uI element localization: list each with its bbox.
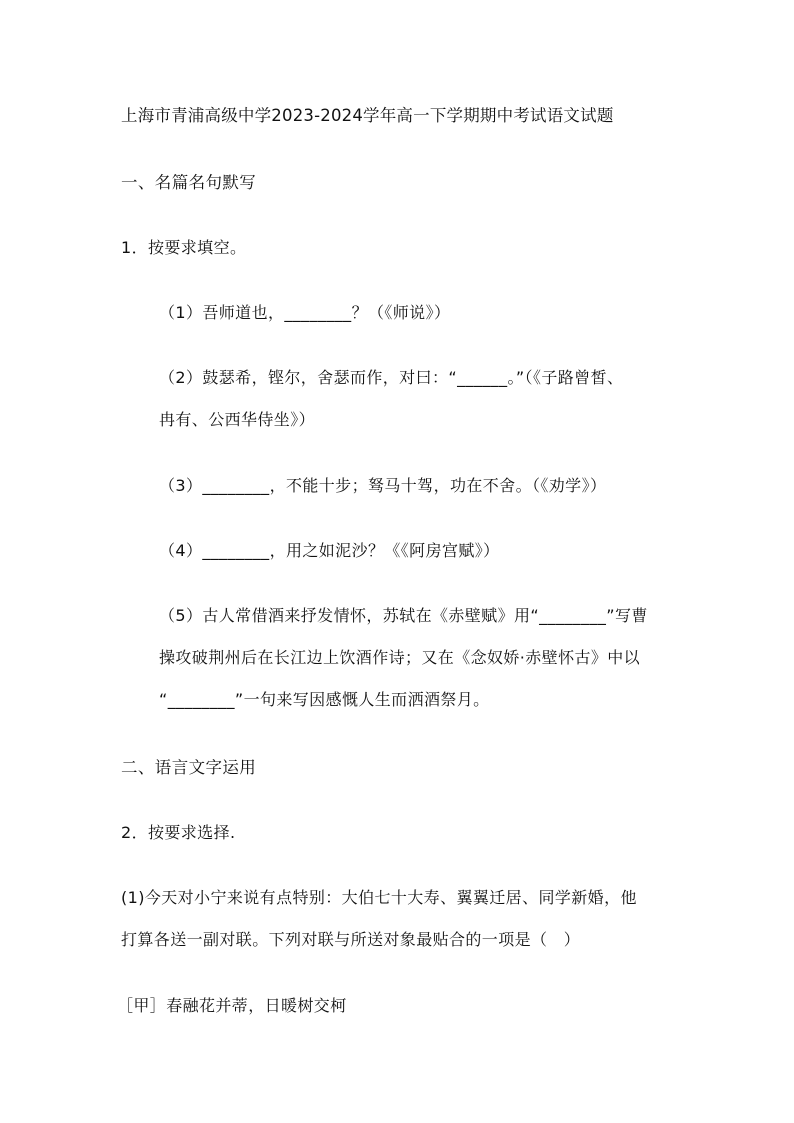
question-2-option-a: ［甲］春融花并蒂，日暖树交柯 [117,996,347,1015]
question-1-item-5: （5）古人常借酒来抒发情怀，苏轼在《赤壁赋》用“________”写曹 [159,606,648,625]
section-heading-recitation: 一、名篇名句默写 [121,173,257,192]
page-title: 上海市青浦高级中学2023-2024学年高一下学期期中考试语文试题 [121,106,614,125]
question-1-item-4: （4）________，用之如泥沙？《《阿房宫赋》） [159,541,500,560]
question-1-item-3: （3）________，不能十步；驽马十驾，功在不舍。（《劝学》） [159,476,607,495]
question-1-item-2: （2）鼓瑟希，铿尔，舍瑟而作，对曰：“______。”（《子路曾皙、 [159,368,624,387]
section-heading-language: 二、语言文字运用 [121,758,257,777]
question-2-stem: 2．按要求选择. [121,823,236,842]
question-1-item-2-cont: 冉有、公西华侍坐》） [159,410,316,429]
question-1-item-1: （1）吾师道也，________？（《师说》） [159,303,451,322]
question-2-sub1-line1: (1)今天对小宁来说有点特别：大伯七十大寿、翼翼迁居、同学新婚，他 [121,888,637,907]
question-2-sub1-line2: 打算各送一副对联。下列对联与所送对象最贴合的一项是（ ） [121,930,581,949]
question-1-item-5-cont: 操攻破荆州后在长江边上饮酒作诗；又在《念奴娇·赤壁怀古》中以 [159,648,641,667]
question-1-stem: 1．按要求填空。 [121,238,247,257]
question-1-item-5-cont2: “________”一句来写因感慨人生而洒酒祭月。 [159,690,490,709]
